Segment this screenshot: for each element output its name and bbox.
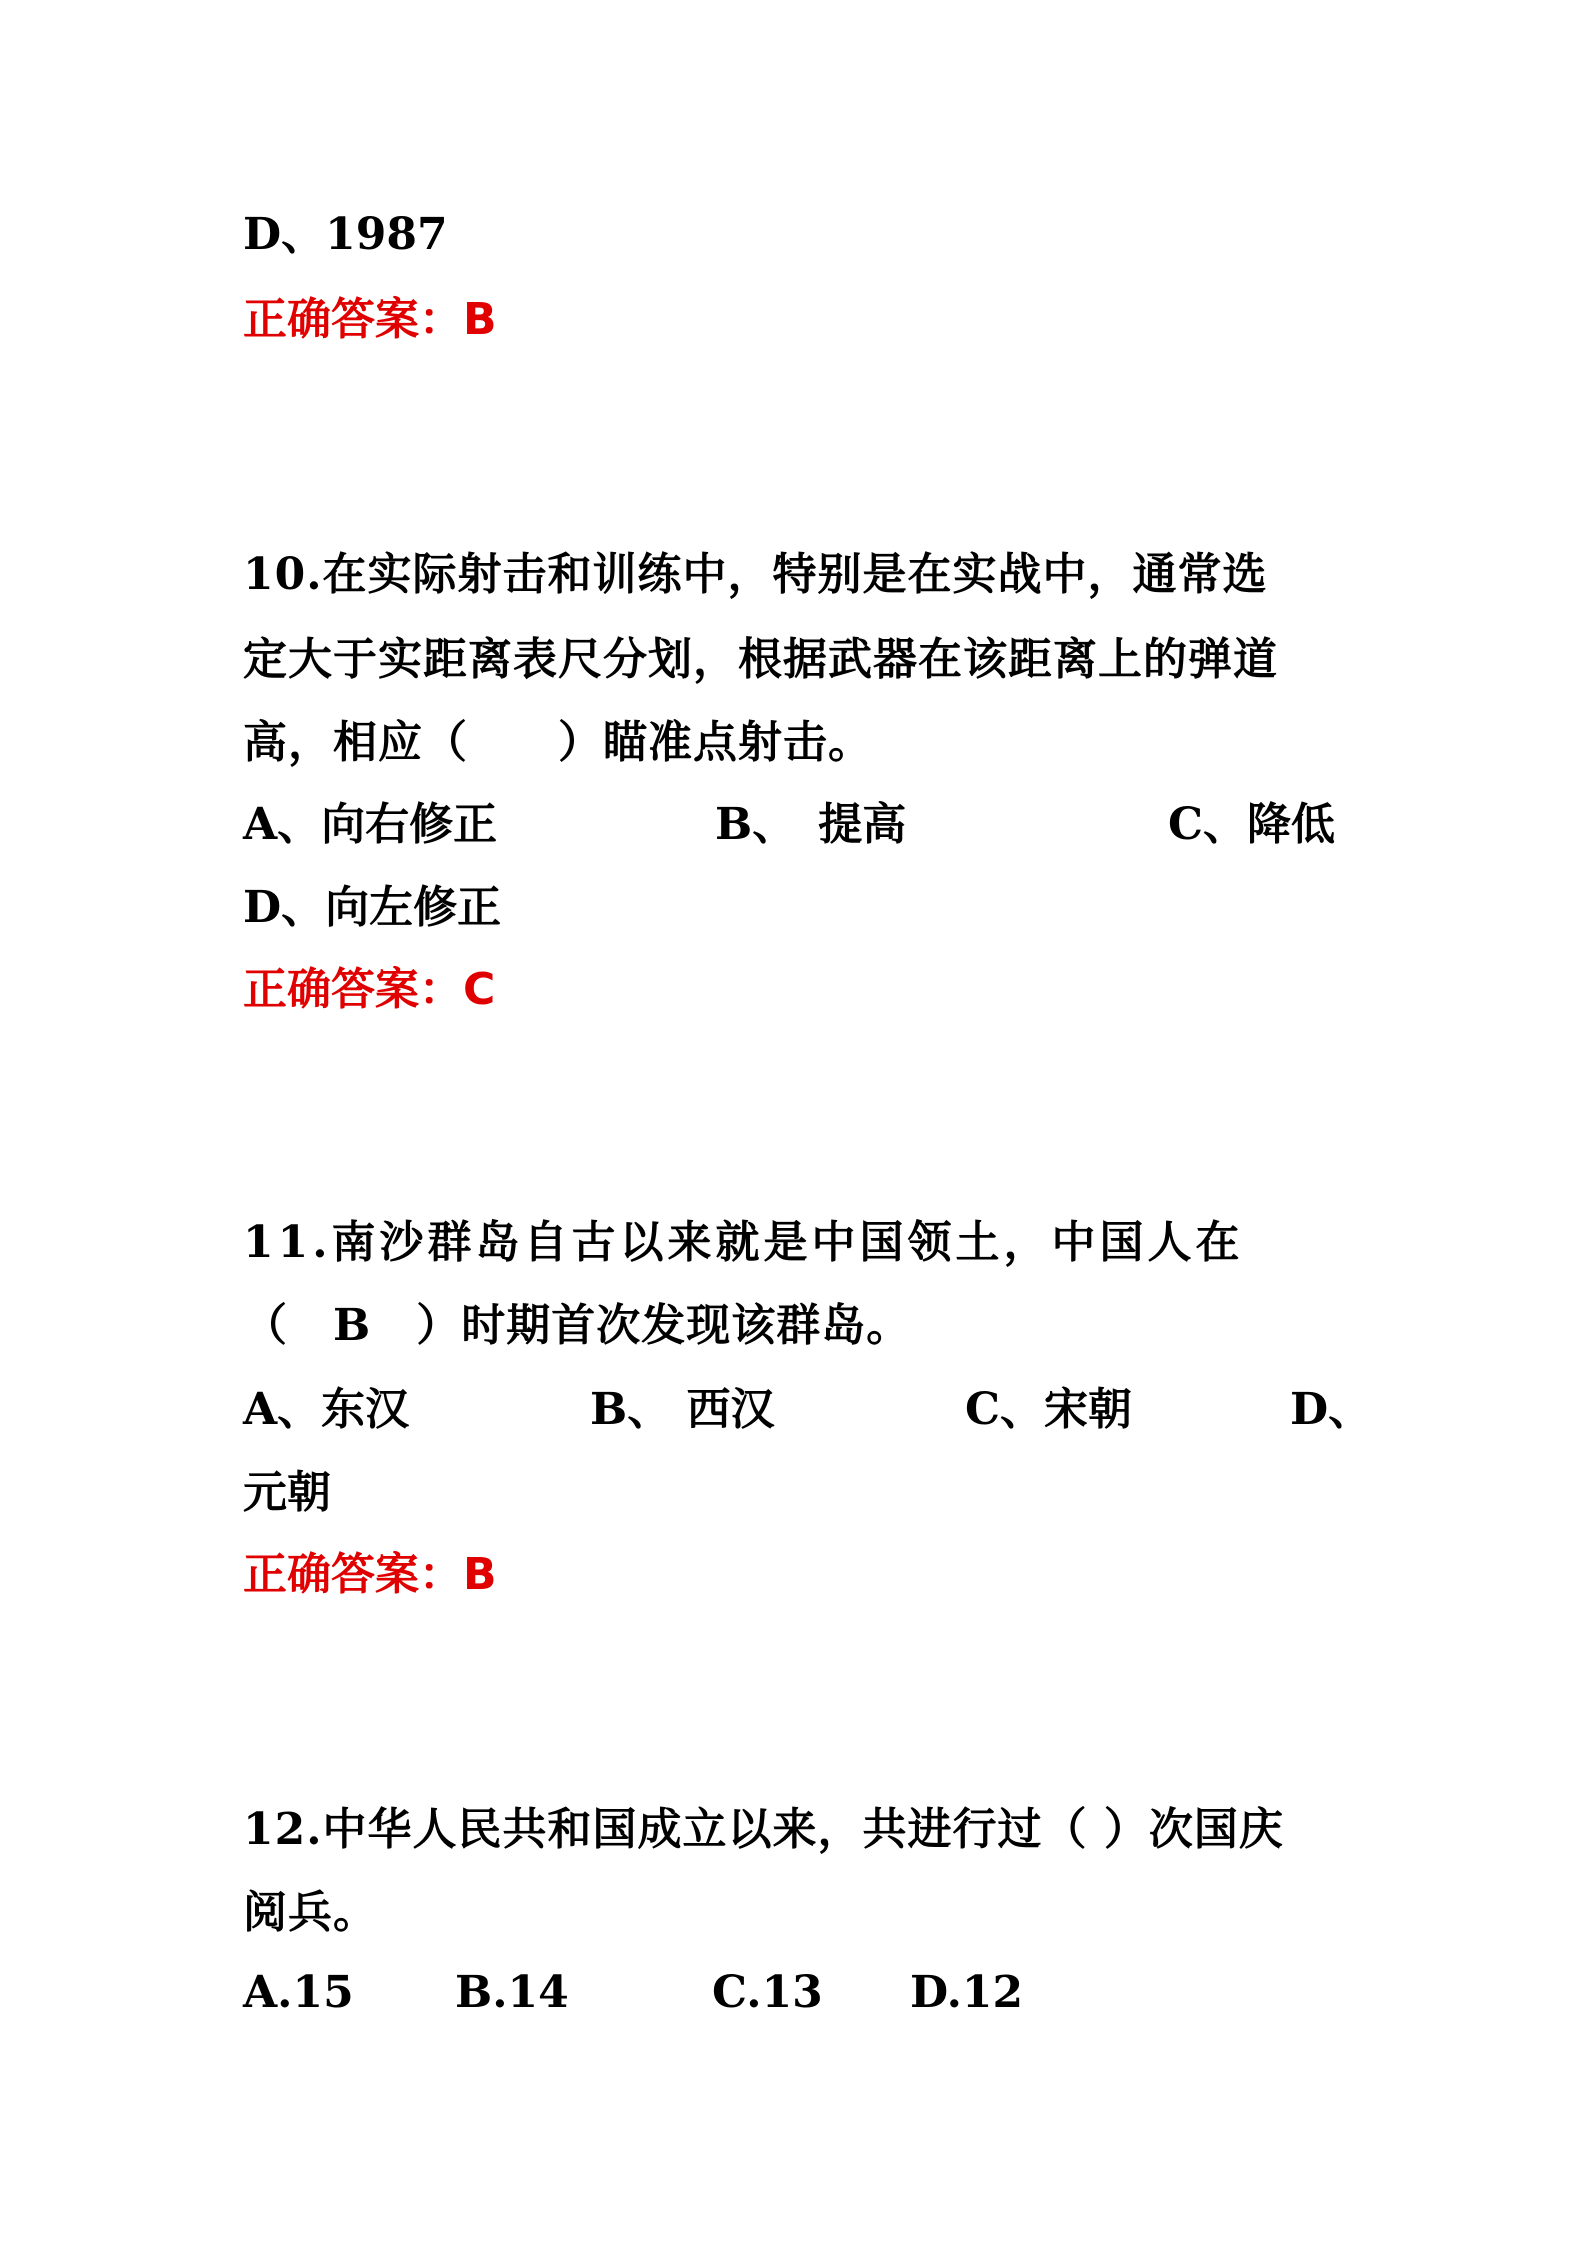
q10-option-d: D、向左修正 bbox=[243, 882, 502, 933]
q11-answer: 正确答案：B bbox=[243, 1549, 497, 1600]
q12-option-c: C.13 bbox=[712, 1967, 823, 2018]
q10-text-line2: 定大于实距离表尺分划，根据武器在该距离上的弹道 bbox=[243, 634, 1278, 685]
q12-text-line1: 12.中华人民共和国成立以来，共进行过（ ）次国庆 bbox=[243, 1804, 1284, 1855]
q12-option-a: A.15 bbox=[243, 1967, 354, 2018]
q10-option-a: A、向右修正 bbox=[243, 799, 498, 850]
q12-option-b: B.14 bbox=[455, 1967, 569, 2018]
q11-text-line1: 11.南沙群岛自古以来就是中国领土，中国人在 bbox=[243, 1217, 1244, 1268]
q10-answer: 正确答案：C bbox=[243, 964, 496, 1015]
q11-option-b: B、 西汉 bbox=[590, 1384, 775, 1435]
q10-text-line3: 高，相应（ ）瞄准点射击。 bbox=[243, 717, 873, 768]
q10-option-c: C、降低 bbox=[1168, 799, 1336, 850]
q9-answer: 正确答案：B bbox=[243, 294, 497, 345]
q10-option-b: B、 提高 bbox=[715, 799, 907, 850]
q11-option-d-continued: 元朝 bbox=[243, 1467, 331, 1518]
q11-option-c: C、宋朝 bbox=[965, 1384, 1133, 1435]
q11-option-a: A、东汉 bbox=[243, 1384, 410, 1435]
q12-option-d: D.12 bbox=[910, 1967, 1024, 2018]
q10-text-line1: 10.在实际射击和训练中，特别是在实战中，通常选 bbox=[243, 549, 1268, 600]
q12-text-line2: 阅兵。 bbox=[243, 1887, 378, 1938]
q11-option-d: D、 bbox=[1290, 1384, 1373, 1435]
q11-text-line2: （ B ）时期首次发现该群岛。 bbox=[243, 1300, 912, 1351]
q9-option-d: D、1987 bbox=[243, 209, 448, 260]
